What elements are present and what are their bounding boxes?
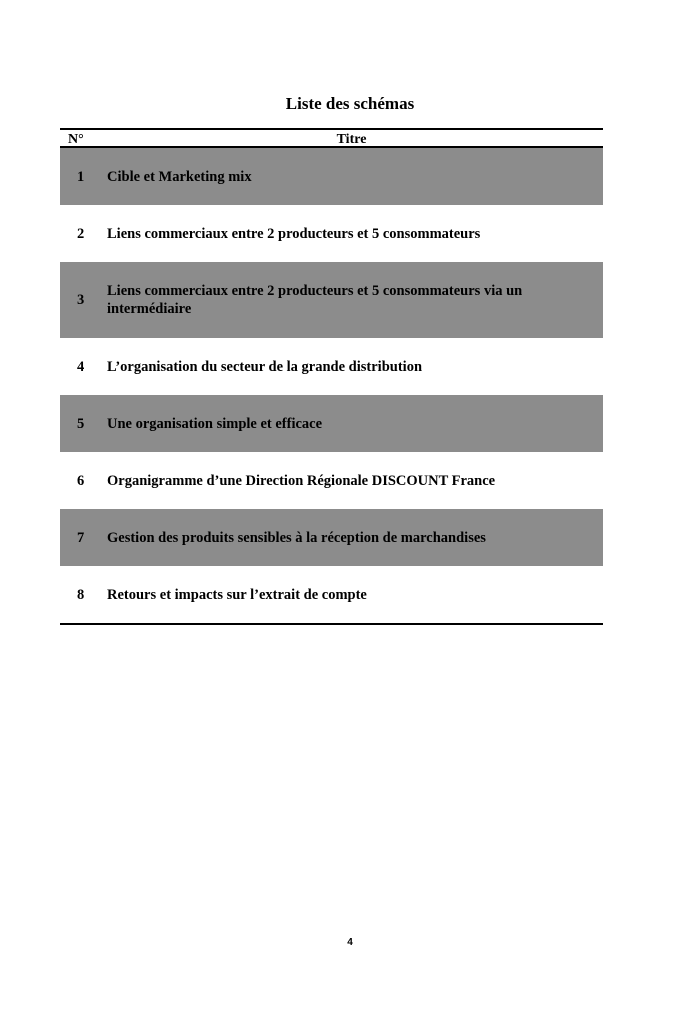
row-number: 8 <box>77 586 85 603</box>
table-bottom-rule <box>60 623 603 625</box>
table-row <box>60 148 603 205</box>
row-title: Retours et impacts sur l’extrait de compte <box>107 586 367 603</box>
row-title: Liens commerciaux entre 2 producteurs et 5 consommateurs <box>107 225 481 242</box>
table-row <box>60 205 603 262</box>
row-number: 4 <box>77 358 85 375</box>
table-row <box>60 338 603 395</box>
row-number: 2 <box>77 225 85 242</box>
header-number: N° <box>68 132 84 147</box>
row-number: 6 <box>77 472 85 489</box>
row-title: Gestion des produits sensibles à la réception de marchandises <box>107 529 486 546</box>
table-row <box>60 395 603 452</box>
row-title: L’organisation du secteur de la grande distribution <box>107 358 423 375</box>
row-number: 5 <box>77 415 85 432</box>
row-title: Cible et Marketing mix <box>107 168 252 185</box>
row-number: 7 <box>77 529 85 546</box>
schema-list-table <box>60 128 603 625</box>
table-row <box>60 452 603 509</box>
row-title: Organigramme d’une Direction Régionale DISCOUNT France <box>107 472 496 489</box>
header-title: Titre <box>336 132 367 147</box>
table-row <box>60 262 603 338</box>
table-row <box>60 509 603 566</box>
table-header <box>60 128 603 148</box>
table-row <box>60 566 603 623</box>
row-title: Liens commerciaux entre 2 producteurs et 5 consommateurs via un intermédiaire <box>107 283 523 317</box>
row-title: Une organisation simple et efficace <box>107 415 323 432</box>
row-number: 3 <box>77 292 85 308</box>
page-number: 4 <box>347 937 353 948</box>
page-title: Liste des schémas <box>285 94 415 113</box>
row-number: 1 <box>77 168 85 185</box>
